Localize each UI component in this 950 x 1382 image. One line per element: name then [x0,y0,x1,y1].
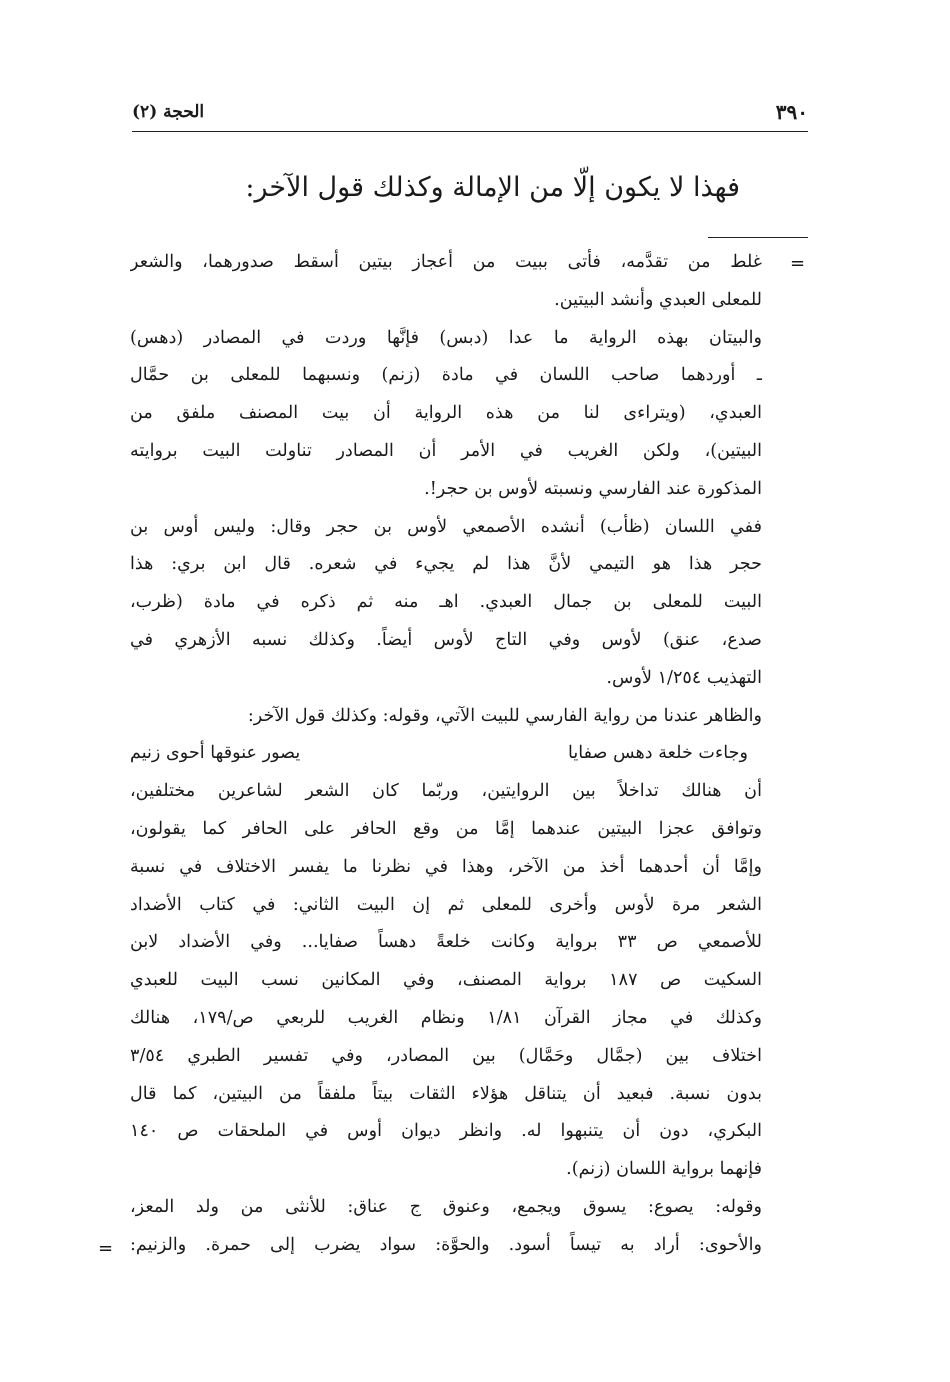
footnotes [130,244,762,1265]
continuation-marker-bottom: = [98,1238,114,1259]
verse-first-hemistich: وجاءت خلعة دهس صفايا [568,743,748,764]
footnote-line: ـ أوردهما صاحب اللسان في مادة (زنم) ونسبهما للمعلى بن حمَّال [130,365,762,386]
footnote-separator [708,237,808,238]
verse-line [130,735,762,773]
footnote-line: بدون نسبة. فبعيد أن يتناقل هؤلاء الثقات بيتاً ملفقاً من البيتين، كما قال [130,1083,762,1104]
main-text: فهذا لا يكون إلّا من الإمالة وكذلك قول الآخر: [245,172,740,203]
footnote-line: الشعر مرة لأوس وأخرى للمعلى ثم إن البيت الثاني: في كتاب الأضداد [130,894,762,915]
footnote-line: السكيت ص ١٨٧ برواية المصنف، وفي المكانين نسب البيت للعبدي [130,970,762,991]
footnote-line: التهذيب ١/٢٥٤ لأوس. [606,667,762,688]
footnote-line: للأصمعي ص ٣٣ برواية وكانت خلعةً دهساً صفايا... وفي الأضداد لابن [130,932,762,953]
page-number: ٣٩٠ [775,100,808,124]
footnote-line: ففي اللسان (ظأب) أنشده الأصمعي لأوس بن حجر وقال: وليس أوس بن [130,516,762,537]
footnote-line: والظاهر عندنا من رواية الفارسي للبيت الآتي، وقوله: وكذلك قول الآخر: [247,705,762,726]
running-title: الحجة (٢) [132,102,205,122]
footnote-line: صدع، عنق) لأوس وفي التاج لأوس أيضاً. وكذلك نسبه الأزهري في [130,629,762,650]
footnote-line: وكذلك في مجاز القرآن ١/٨١ ونظام الغريب للربعي ص/١٧٩، هنالك [130,1007,762,1028]
footnote-line: غلط من تقدَّمه، فأتى ببيت من أعجاز بيتين أسقط صدورهما، والشعر [130,252,762,272]
footnote-line: البيتين)، ولكن الغريب في الأمر أن المصادر تناولت البيت بروايته [130,440,762,461]
header-rule [132,131,808,132]
footnote-line: حجر هذا هو التيمي لأنَّ هذا لم يجيء في شعره. قال ابن بري: هذا [130,554,762,575]
footnote-line: البيت للمعلى بن جمال العبدي. اهـ منه ثم ذكره في مادة (ظرب، [130,592,762,613]
footnote-line: وتوافق عجزا البيتين عندهما إمَّا من وقع الحافر على الحافر كما يقولون، [130,818,762,839]
footnote-line: العبدي، (ويتراءى لنا من هذه الرواية أن بيت المصنف ملفق من [130,403,762,424]
page-header [132,100,808,130]
verse-second-hemistich: يصور عنوقها أحوى زنيم [130,743,301,764]
footnote-line: للمعلى العبدي وأنشد البيتين. [554,289,762,310]
footnote-line: وقوله: يصوع: يسوق ويجمع، وعنوق ج عناق: للأنثى من ولد المعز، [130,1196,762,1217]
footnote-line: البكري، دون أن يتنبهوا له. وانظر ديوان أوس في الملحقات ص ١٤٠ [130,1121,762,1142]
footnote-line: فإنهما برواية اللسان (زنم). [566,1159,762,1180]
footnote-line: والبيتان بهذه الرواية ما عدا (دبس) فإنَّها وردت في المصادر (دهس) [130,327,762,348]
footnote-line: المذكورة عند الفارسي ونسبته لأوس بن حجر!. [424,478,762,499]
footnote-line: وإمَّا أن أحدهما أخذ من الآخر، وهذا في نظرنا ما يفسر الاختلاف في نسبة [130,856,762,877]
footnote-line: أن هنالك تداخلاً بين الروايتين، وربّما كان الشعر لشاعرين مختلفين، [130,781,762,802]
footnote-line: اختلاف بين (جمَّال وحَمَّال) بين المصادر، وفي تفسير الطبري ٣/٥٤ [130,1045,762,1066]
footnote-line: والأحوى: أراد به تيساً أسود. والحوَّة: سواد يضرب إلى حمرة. والزنيم: [130,1234,762,1255]
continuation-marker-top: = [790,253,806,274]
